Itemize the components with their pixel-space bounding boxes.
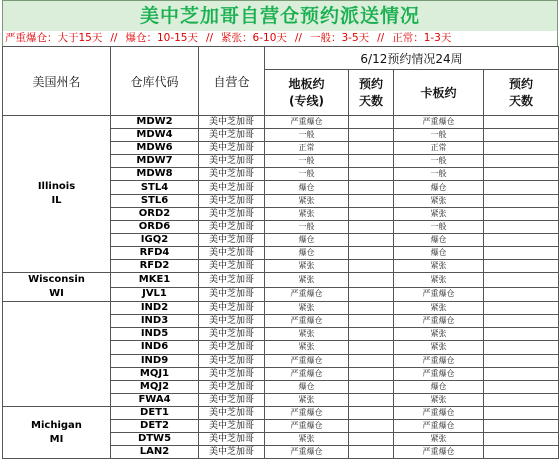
floor-status-cell: 一般	[265, 155, 349, 168]
warehouse-code-cell: IND2	[111, 302, 199, 315]
state-cell: Michigan MI	[3, 406, 111, 458]
warehouse-code-cell: MDW7	[111, 155, 199, 168]
pallet-status-cell: 紧张	[394, 207, 484, 220]
pallet-days-cell	[484, 129, 559, 142]
warehouse-code-cell: IND9	[111, 354, 199, 367]
pallet-status-cell: 严重爆仓	[394, 406, 484, 419]
pallet-status-cell: 紧张	[394, 194, 484, 207]
warehouse-code-cell: MDW2	[111, 116, 199, 129]
state-cell	[3, 302, 111, 407]
legend-item: 紧张：6-10天	[221, 32, 287, 44]
own-warehouse-cell: 美中芝加哥	[199, 155, 265, 168]
own-warehouse-cell: 美中芝加哥	[199, 142, 265, 155]
pallet-status-cell: 一般	[394, 220, 484, 233]
pallet-status-cell: 爆仓	[394, 380, 484, 393]
own-warehouse-cell: 美中芝加哥	[199, 393, 265, 406]
header-pallet: 卡板约	[394, 70, 484, 116]
pallet-status-cell: 严重爆仓	[394, 446, 484, 459]
table-row	[3, 116, 559, 129]
pallet-days-cell	[484, 194, 559, 207]
pallet-days-cell	[484, 433, 559, 446]
legend-separator: //	[294, 32, 302, 44]
floor-status-cell: 紧张	[265, 328, 349, 341]
warehouse-code-cell: MQJ1	[111, 367, 199, 380]
own-warehouse-cell: 美中芝加哥	[199, 233, 265, 246]
own-warehouse-cell: 美中芝加哥	[199, 207, 265, 220]
floor-status-cell: 正常	[265, 142, 349, 155]
floor-days-cell	[349, 354, 394, 367]
pallet-days-cell	[484, 393, 559, 406]
floor-days-cell	[349, 181, 394, 194]
page-title: 美中芝加哥自营仓预约派送情况	[2, 0, 558, 31]
pallet-status-cell: 爆仓	[394, 181, 484, 194]
pallet-days-cell	[484, 273, 559, 288]
pallet-status-cell: 爆仓	[394, 233, 484, 246]
warehouse-code-cell: IND3	[111, 315, 199, 328]
floor-status-cell: 紧张	[265, 273, 349, 288]
own-warehouse-cell: 美中芝加哥	[199, 341, 265, 354]
floor-days-cell	[349, 155, 394, 168]
own-warehouse-cell: 美中芝加哥	[199, 260, 265, 273]
pallet-status-cell: 正常	[394, 142, 484, 155]
floor-days-cell	[349, 194, 394, 207]
pallet-status-cell: 严重爆仓	[394, 367, 484, 380]
pallet-status-cell: 严重爆仓	[394, 315, 484, 328]
pallet-days-cell	[484, 220, 559, 233]
legend-item: 正常：1-3天	[392, 32, 452, 44]
own-warehouse-cell: 美中芝加哥	[199, 273, 265, 288]
floor-status-cell: 严重爆仓	[265, 446, 349, 459]
pallet-days-cell	[484, 406, 559, 419]
floor-days-cell	[349, 246, 394, 259]
floor-status-cell: 爆仓	[265, 233, 349, 246]
floor-status-cell: 一般	[265, 220, 349, 233]
floor-status-cell: 紧张	[265, 194, 349, 207]
legend-separator: //	[205, 32, 214, 44]
floor-status-cell: 爆仓	[265, 246, 349, 259]
own-warehouse-cell: 美中芝加哥	[199, 116, 265, 129]
pallet-days-cell	[484, 419, 559, 432]
pallet-days-cell	[484, 181, 559, 194]
pallet-days-cell	[484, 168, 559, 181]
floor-status-cell: 严重爆仓	[265, 367, 349, 380]
warehouse-code-cell: MDW4	[111, 129, 199, 142]
legend-item: 严重爆仓：大于15天	[5, 32, 103, 44]
warehouse-code-cell: MQJ2	[111, 380, 199, 393]
own-warehouse-cell: 美中芝加哥	[199, 246, 265, 259]
schedule-sheet	[2, 0, 558, 459]
pallet-days-cell	[484, 367, 559, 380]
legend-item: 爆仓：10-15天	[125, 32, 198, 44]
floor-days-cell	[349, 341, 394, 354]
floor-status-cell: 一般	[265, 168, 349, 181]
pallet-status-cell: 一般	[394, 168, 484, 181]
floor-days-cell	[349, 287, 394, 302]
header-days-floor: 预约 天数	[349, 70, 394, 116]
floor-status-cell: 一般	[265, 129, 349, 142]
warehouse-code-cell: ORD6	[111, 220, 199, 233]
pallet-days-cell	[484, 341, 559, 354]
own-warehouse-cell: 美中芝加哥	[199, 220, 265, 233]
pallet-status-cell: 紧张	[394, 273, 484, 288]
pallet-days-cell	[484, 233, 559, 246]
pallet-days-cell	[484, 155, 559, 168]
pallet-days-cell	[484, 260, 559, 273]
own-warehouse-cell: 美中芝加哥	[199, 354, 265, 367]
pallet-status-cell: 严重爆仓	[394, 116, 484, 129]
warehouse-code-cell: FWA4	[111, 393, 199, 406]
floor-status-cell: 紧张	[265, 341, 349, 354]
pallet-status-cell: 紧张	[394, 433, 484, 446]
own-warehouse-cell: 美中芝加哥	[199, 129, 265, 142]
floor-status-cell: 严重爆仓	[265, 315, 349, 328]
pallet-days-cell	[484, 287, 559, 302]
floor-status-cell: 严重爆仓	[265, 287, 349, 302]
floor-status-cell: 严重爆仓	[265, 406, 349, 419]
floor-status-cell: 严重爆仓	[265, 419, 349, 432]
floor-days-cell	[349, 233, 394, 246]
own-warehouse-cell: 美中芝加哥	[199, 181, 265, 194]
warehouse-code-cell: DTW5	[111, 433, 199, 446]
header-days-pallet: 预约 天数	[484, 70, 559, 116]
floor-days-cell	[349, 380, 394, 393]
pallet-status-cell: 严重爆仓	[394, 287, 484, 302]
warehouse-code-cell: IGQ2	[111, 233, 199, 246]
own-warehouse-cell: 美中芝加哥	[199, 380, 265, 393]
legend-bar	[2, 31, 558, 46]
floor-days-cell	[349, 168, 394, 181]
own-warehouse-cell: 美中芝加哥	[199, 168, 265, 181]
floor-days-cell	[349, 142, 394, 155]
table-body	[3, 116, 559, 459]
pallet-days-cell	[484, 302, 559, 315]
warehouse-code-cell: DET1	[111, 406, 199, 419]
floor-status-cell: 紧张	[265, 207, 349, 220]
warehouse-code-cell: RFD4	[111, 246, 199, 259]
floor-days-cell	[349, 446, 394, 459]
floor-days-cell	[349, 207, 394, 220]
floor-status-cell: 爆仓	[265, 380, 349, 393]
floor-days-cell	[349, 367, 394, 380]
warehouse-code-cell: ORD2	[111, 207, 199, 220]
floor-status-cell: 紧张	[265, 302, 349, 315]
schedule-table	[2, 46, 559, 459]
warehouse-code-cell: IND6	[111, 341, 199, 354]
pallet-days-cell	[484, 380, 559, 393]
floor-status-cell: 紧张	[265, 260, 349, 273]
legend-separator: //	[377, 32, 385, 44]
warehouse-code-cell: MDW6	[111, 142, 199, 155]
floor-days-cell	[349, 220, 394, 233]
warehouse-code-cell: RFD2	[111, 260, 199, 273]
pallet-status-cell: 紧张	[394, 393, 484, 406]
warehouse-code-cell: IND5	[111, 328, 199, 341]
pallet-days-cell	[484, 315, 559, 328]
own-warehouse-cell: 美中芝加哥	[199, 433, 265, 446]
pallet-status-cell: 紧张	[394, 328, 484, 341]
legend-separator: //	[110, 32, 118, 44]
floor-days-cell	[349, 129, 394, 142]
floor-days-cell	[349, 315, 394, 328]
header-state: 美国州名	[3, 47, 111, 116]
own-warehouse-cell: 美中芝加哥	[199, 302, 265, 315]
own-warehouse-cell: 美中芝加哥	[199, 194, 265, 207]
header-own-warehouse: 自营仓	[199, 47, 265, 116]
floor-status-cell: 严重爆仓	[265, 354, 349, 367]
header-code: 仓库代码	[111, 47, 199, 116]
state-cell: Wisconsin WI	[3, 273, 111, 302]
pallet-days-cell	[484, 116, 559, 129]
own-warehouse-cell: 美中芝加哥	[199, 367, 265, 380]
pallet-status-cell: 紧张	[394, 341, 484, 354]
own-warehouse-cell: 美中芝加哥	[199, 287, 265, 302]
warehouse-code-cell: MDW8	[111, 168, 199, 181]
pallet-days-cell	[484, 446, 559, 459]
warehouse-code-cell: DET2	[111, 419, 199, 432]
warehouse-code-cell: STL6	[111, 194, 199, 207]
pallet-days-cell	[484, 328, 559, 341]
warehouse-code-cell: LAN2	[111, 446, 199, 459]
pallet-status-cell: 严重爆仓	[394, 419, 484, 432]
floor-days-cell	[349, 116, 394, 129]
floor-days-cell	[349, 406, 394, 419]
table-row	[3, 302, 559, 315]
pallet-status-cell: 严重爆仓	[394, 354, 484, 367]
floor-days-cell	[349, 393, 394, 406]
floor-days-cell	[349, 419, 394, 432]
legend-item: 一般：3-5天	[309, 32, 370, 44]
pallet-status-cell: 紧张	[394, 302, 484, 315]
own-warehouse-cell: 美中芝加哥	[199, 328, 265, 341]
table-row	[3, 273, 559, 288]
pallet-days-cell	[484, 142, 559, 155]
state-cell: Illinois IL	[3, 116, 111, 273]
warehouse-code-cell: MKE1	[111, 273, 199, 288]
floor-status-cell: 紧张	[265, 433, 349, 446]
warehouse-code-cell: STL4	[111, 181, 199, 194]
warehouse-code-cell: JVL1	[111, 287, 199, 302]
pallet-status-cell: 紧张	[394, 260, 484, 273]
floor-status-cell: 严重爆仓	[265, 116, 349, 129]
pallet-days-cell	[484, 354, 559, 367]
floor-days-cell	[349, 273, 394, 288]
own-warehouse-cell: 美中芝加哥	[199, 419, 265, 432]
pallet-status-cell: 一般	[394, 155, 484, 168]
header-period: 6/12预约情况24周	[265, 47, 559, 70]
own-warehouse-cell: 美中芝加哥	[199, 406, 265, 419]
floor-days-cell	[349, 328, 394, 341]
floor-status-cell: 紧张	[265, 393, 349, 406]
own-warehouse-cell: 美中芝加哥	[199, 315, 265, 328]
floor-days-cell	[349, 433, 394, 446]
pallet-days-cell	[484, 246, 559, 259]
pallet-status-cell: 爆仓	[394, 246, 484, 259]
table-row	[3, 406, 559, 419]
floor-days-cell	[349, 302, 394, 315]
pallet-status-cell: 一般	[394, 129, 484, 142]
own-warehouse-cell: 美中芝加哥	[199, 446, 265, 459]
floor-days-cell	[349, 260, 394, 273]
pallet-days-cell	[484, 207, 559, 220]
floor-status-cell: 爆仓	[265, 181, 349, 194]
header-floor: 地板约 (专线)	[265, 70, 349, 116]
